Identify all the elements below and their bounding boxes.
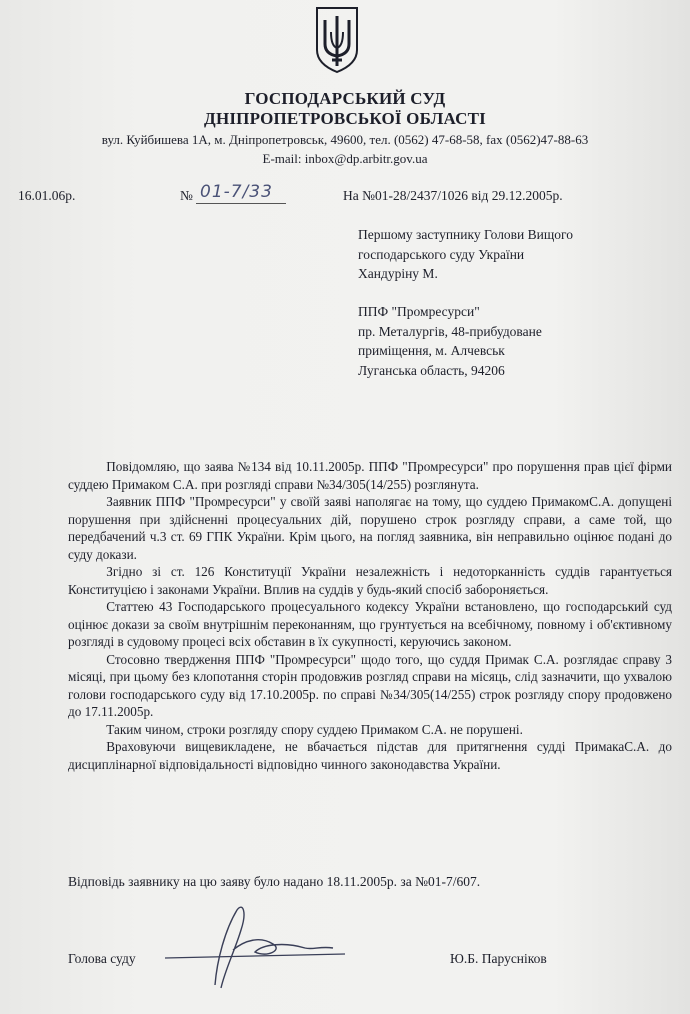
recipient-block-2 bbox=[358, 302, 542, 380]
body-paragraph: Згідно зі ст. 126 Конституції України незалежність і недоторканність суддів гарантується Конституцією і законами України. Вплив на суддів у будь-який спосіб забороняється. bbox=[68, 564, 672, 597]
recipient-line: Першому заступнику Голови Вищого bbox=[358, 227, 573, 242]
body-paragraph: Статтею 43 Господарського процесуального кодексу України встановлено, що господарський суд оцінює докази за своїм внутрішнім переконанням, що грунтується на всебічному, повному і об'єктивному розгляді в судовому процесі всіх обставин в їх сукупності, керуючись законом. bbox=[68, 599, 672, 649]
number-underline bbox=[196, 203, 286, 204]
recipient-line: пр. Металургів, 48-прибудоване bbox=[358, 323, 542, 339]
signatory-name: Ю.Б. Паруснiков bbox=[450, 951, 547, 966]
handwritten-signature bbox=[155, 900, 355, 995]
body-paragraph: Враховуючи вищевикладене, не вбачається підстав для притягнення судді ПримакаС.А. до дисциплінарної відповідальності відповідно чинного законодавства України. bbox=[68, 739, 672, 772]
recipient-line: Луганська область, 94206 bbox=[358, 362, 505, 378]
letter-body bbox=[68, 458, 672, 773]
court-name-line2: ДНІПРОПЕТРОВСЬКОЇ ОБЛАСТІ bbox=[204, 109, 486, 128]
body-paragraph: Таким чином, строки розгляду спору суддею Примаком С.А. не порушені. bbox=[106, 721, 523, 737]
recipient-line: господарського суду України bbox=[358, 246, 525, 262]
body-paragraph: Заявник ППФ "Промресурси" у своїй заяві наполягає на тому, що суддею ПримакомС.А. допущені порушення при здійсненні процесуальних дій, порушено строк розгляду справи, а саме той, що передбачений ч.3 ст. 69 ГПК України. Крім цього, на погляд заявника, він неправильно оцінює подані до суду докази. bbox=[68, 494, 672, 562]
court-name-line1: ГОСПОДАРСЬКИЙ СУД bbox=[244, 89, 446, 108]
letter-date: 16.01.06р. bbox=[18, 188, 76, 203]
signatory-title: Голова суду bbox=[68, 951, 136, 966]
court-email: E-mail: inbox@dp.arbitr.gov.ua bbox=[262, 151, 428, 166]
recipient-line: ППФ "Промресурси" bbox=[358, 304, 480, 319]
court-address: вул. Куйбишева 1А, м. Дніпропетровськ, 49600, тел. (0562) 47-68-58, fax (0562)47-88-63 bbox=[101, 132, 589, 147]
outgoing-number-label: № bbox=[180, 188, 193, 203]
reply-reference: На №01-28/2437/1026 від 29.12.2005р. bbox=[343, 188, 563, 203]
recipient-line: приміщення, м. Алчевськ bbox=[358, 343, 505, 358]
recipient-block-1 bbox=[358, 225, 573, 284]
body-paragraph: Повідомляю, що заява №134 від 10.11.2005р. ППФ "Промресурси" про порушення прав цієї фірми суддею Примаком С.А. при розгляді справи №34/305(14/255) розглянута. bbox=[68, 459, 672, 492]
body-paragraph: Стосовно твердження ППФ "Промресурси" щодо того, що суддя Примак С.А. розглядає справу 3 місяці, при цьому без клопотання сторін продовжив розгляд справи на місяць, слід зазначити, що ухвалою голови господарського суду від 17.10.2005р. по справі №34/305(14/255) строк розгляду спору продовжено до 17.11.2005р. bbox=[68, 651, 672, 719]
answer-note: Відповідь заявнику на цю заяву було надано 18.11.2005р. за №01-7/607. bbox=[68, 874, 481, 889]
outgoing-number-handwritten: 01-7/33 bbox=[200, 182, 273, 202]
recipient-line: Хандуріну М. bbox=[358, 266, 438, 281]
trident-coat-of-arms-icon bbox=[314, 6, 360, 74]
